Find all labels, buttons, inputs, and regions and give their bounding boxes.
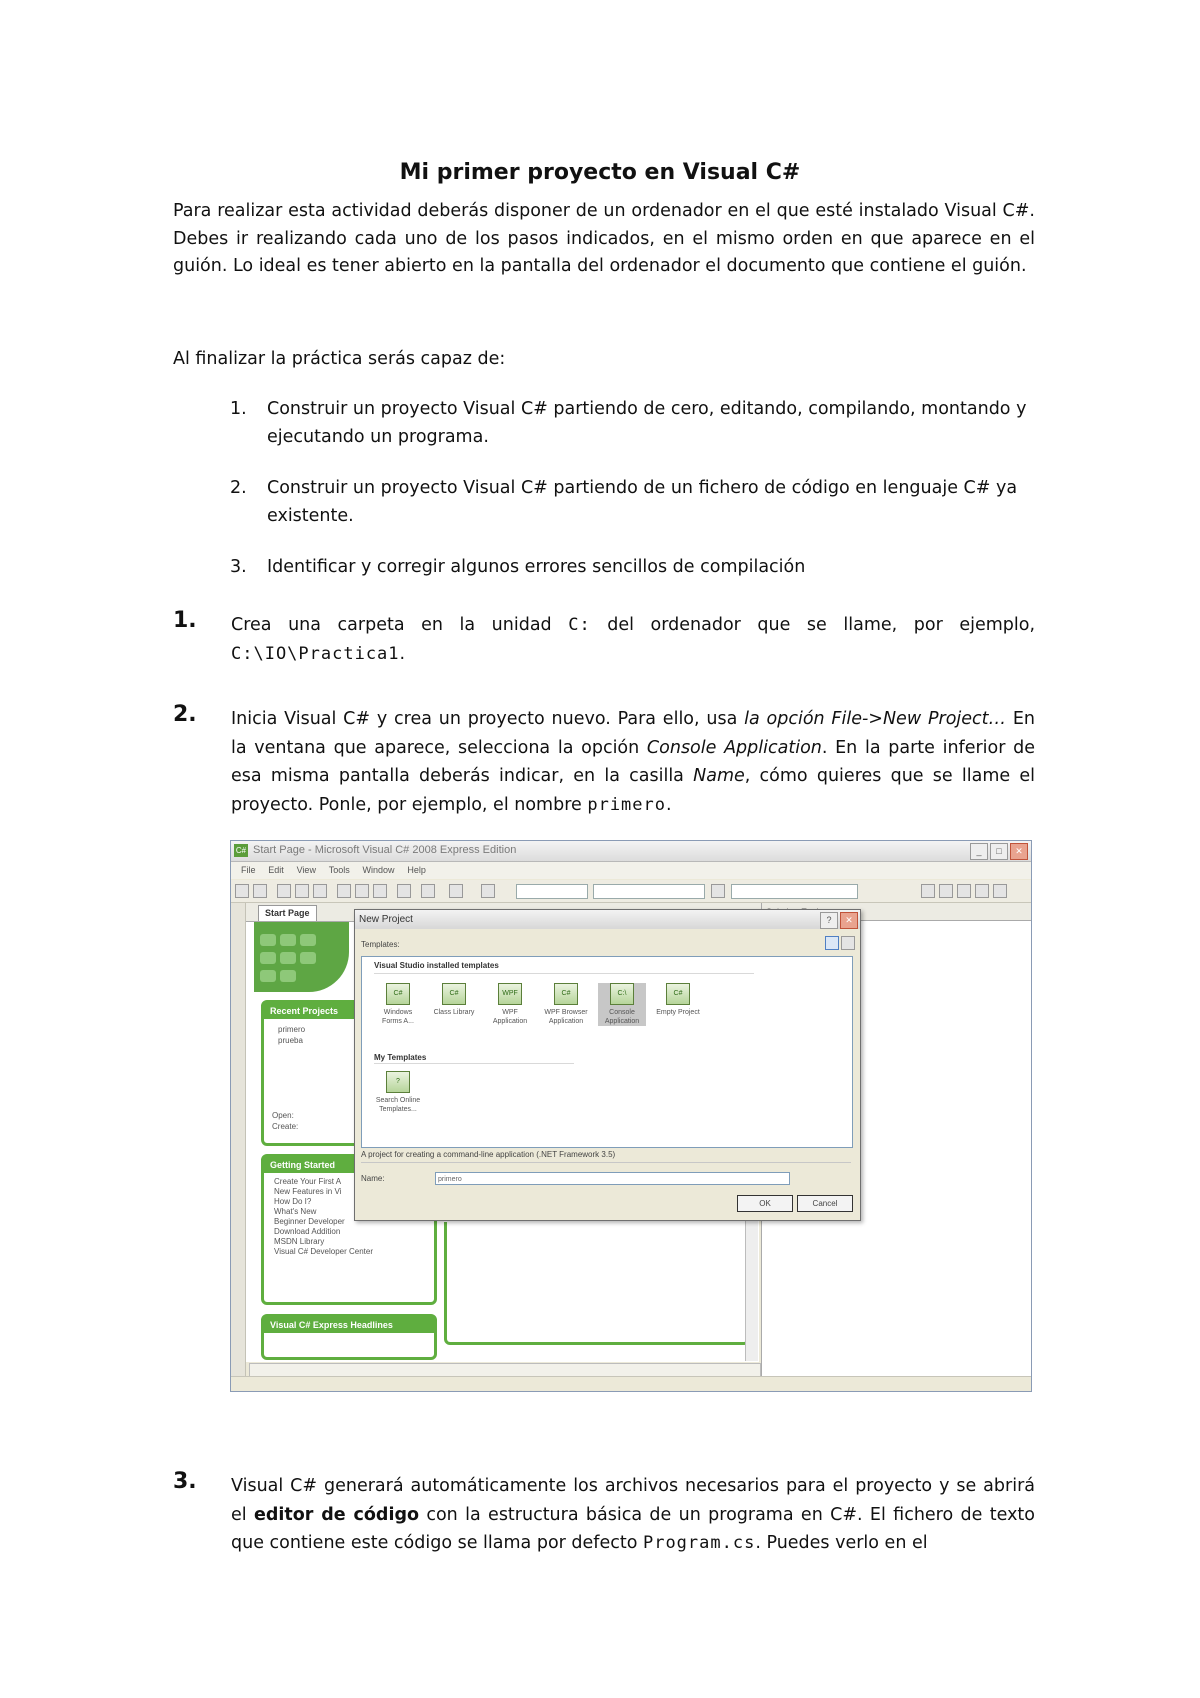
installed-templates-heading: Visual Studio installed templates xyxy=(374,961,499,970)
goal-item-3: 3. Identificar y corregir algunos errores sencillos de compilación xyxy=(230,557,806,577)
toolbar xyxy=(231,880,1031,903)
add-item-icon[interactable] xyxy=(253,884,267,898)
templates-list xyxy=(361,956,853,1148)
undo-icon[interactable] xyxy=(397,884,411,898)
platform-combo[interactable] xyxy=(731,884,858,899)
open-icon[interactable] xyxy=(277,884,291,898)
copy-icon[interactable] xyxy=(355,884,369,898)
solution-explorer-icon[interactable] xyxy=(921,884,935,898)
name-label: Name: xyxy=(361,1174,385,1183)
search-online-icon: ? xyxy=(386,1071,410,1093)
create-label[interactable]: Create: xyxy=(272,1122,299,1131)
template-wpf-browser[interactable]: C# WPF Browser Application xyxy=(542,983,590,1026)
large-icons-icon[interactable] xyxy=(825,936,839,950)
ok-button[interactable]: OK xyxy=(737,1195,793,1212)
visual-csharp-screenshot xyxy=(230,840,1032,1392)
csharp-icon: C# xyxy=(666,983,690,1005)
menu-file[interactable]: File xyxy=(241,865,256,875)
template-class-library[interactable]: C# Class Library xyxy=(430,983,478,1017)
tab-start-page[interactable]: Start Page xyxy=(258,905,317,921)
start-page-banner xyxy=(254,922,349,992)
headlines-heading: Visual C# Express Headlines xyxy=(264,1317,434,1333)
dialog-title: New Project ? ✕ xyxy=(355,910,860,929)
step-2: 2. Inicia Visual C# y crea un proyecto nuevo. Para ello, usa la opción File->New Project… En la ventana que aparece, selecciona la opción Console Application. En la parte inferior de esa misma pantalla deberás indicar, en la casilla Name, cómo quieres que se llame el proyecto. Ponle, por ejemplo, el nombre primero. xyxy=(173,702,1036,815)
getting-item[interactable]: Visual C# Developer Center xyxy=(274,1247,374,1256)
goal-item-1: 1. Construir un proyecto Visual C# partiendo de cero, editando, compilando, montando y ejecutando un programa. xyxy=(230,399,1027,447)
config-combo[interactable] xyxy=(516,884,588,899)
csharp-icon: C# xyxy=(554,983,578,1005)
menu-view[interactable]: View xyxy=(296,865,316,875)
console-icon: C:\ xyxy=(610,983,634,1005)
wpf-icon: WPF xyxy=(498,983,522,1005)
help-icon[interactable]: ? xyxy=(820,912,838,929)
template-console-application[interactable]: C:\ Console Application xyxy=(598,983,646,1026)
start-debug-icon[interactable] xyxy=(481,884,495,898)
start-page-hscroll[interactable] xyxy=(249,1363,761,1377)
close-icon[interactable]: ✕ xyxy=(1010,843,1028,860)
cancel-button[interactable]: Cancel xyxy=(797,1195,853,1212)
save-all-icon[interactable] xyxy=(313,884,327,898)
small-icons-icon[interactable] xyxy=(841,936,855,950)
menu-window[interactable]: Window xyxy=(362,865,395,875)
recent-item[interactable]: primero xyxy=(278,1025,306,1034)
news-panel xyxy=(444,1222,750,1345)
maximize-icon[interactable]: □ xyxy=(990,843,1008,860)
goals-heading: Al finalizar la práctica serás capaz de: xyxy=(173,349,506,369)
getting-item[interactable]: Create Your First A xyxy=(274,1177,342,1186)
template-description: A project for creating a command-line application (.NET Framework 3.5) xyxy=(361,1150,851,1163)
my-templates-heading: My Templates xyxy=(374,1053,427,1062)
step-3: 3. Visual C# generará automáticamente los archivos necesarios para el proyecto y se abrirá el editor de código con la estructura básica de un programa en C#. El fichero de texto que contiene este código se llama por defecto Program.cs. Puedes verlo en el xyxy=(173,1469,1035,1553)
getting-item[interactable]: Beginner Developer xyxy=(274,1217,345,1226)
cut-icon[interactable] xyxy=(337,884,351,898)
dialog-close-icon[interactable]: ✕ xyxy=(840,912,858,929)
templates-label: Templates: xyxy=(361,940,400,949)
getting-item[interactable]: What's New xyxy=(274,1207,317,1216)
step-1: 1. Crea una carpeta en la unidad C: del ordenador que se llame, por ejemplo, C:\IO\Practica1. xyxy=(173,608,1036,664)
template-wpf-application[interactable]: WPF WPF Application xyxy=(486,983,534,1026)
window-title: Start Page - Microsoft Visual C# 2008 Express Edition xyxy=(253,844,517,856)
intro-paragraph: Para realizar esta actividad deberás disponer de un ordenador en el que esté instalado Visual C#. Debes ir realizando cada uno de los pasos indicados, en el mismo orden en que aparece en el guión. Lo ideal es tener abierto en la pantalla del ordenador el documento que contiene el guión. xyxy=(173,201,1035,276)
name-field[interactable]: primero xyxy=(435,1172,790,1185)
getting-item[interactable]: How Do I? xyxy=(274,1197,312,1206)
getting-item[interactable]: New Features in Vi xyxy=(274,1187,342,1196)
recent-projects-heading: Recent Projects xyxy=(264,1003,434,1019)
template-search-online[interactable]: ? Search Online Templates... xyxy=(374,1071,422,1114)
menu-help[interactable]: Help xyxy=(407,865,426,875)
csharp-icon: C# xyxy=(442,983,466,1005)
menu-bar xyxy=(231,862,1031,879)
headlines-panel xyxy=(261,1314,437,1360)
getting-started-heading: Getting Started xyxy=(264,1157,434,1173)
template-windows-forms[interactable]: C# Windows Forms A... xyxy=(374,983,422,1026)
template-empty-project[interactable]: C# Empty Project xyxy=(654,983,702,1017)
menu-edit[interactable]: Edit xyxy=(268,865,284,875)
toolbox-icon[interactable] xyxy=(975,884,989,898)
minimize-icon[interactable]: _ xyxy=(970,843,988,860)
open-label[interactable]: Open: xyxy=(272,1111,294,1120)
find-icon[interactable] xyxy=(711,884,725,898)
getting-item[interactable]: MSDN Library xyxy=(274,1237,325,1246)
find-combo[interactable] xyxy=(593,884,705,899)
csharp-icon: C# xyxy=(386,983,410,1005)
properties-icon[interactable] xyxy=(939,884,953,898)
toolbox-strip[interactable] xyxy=(231,903,246,1391)
redo-icon[interactable] xyxy=(421,884,435,898)
app-icon: C# xyxy=(235,846,247,855)
getting-item[interactable]: Download Addition xyxy=(274,1227,341,1236)
start-page-icon[interactable] xyxy=(993,884,1007,898)
paste-icon[interactable] xyxy=(373,884,387,898)
menu-tools[interactable]: Tools xyxy=(328,865,350,875)
status-bar xyxy=(231,1376,1031,1392)
save-icon[interactable] xyxy=(295,884,309,898)
window-titlebar xyxy=(231,841,1031,862)
goal-item-2: 2. Construir un proyecto Visual C# partiendo de un fichero de código en lenguaje C# ya existente. xyxy=(230,478,1018,526)
object-browser-icon[interactable] xyxy=(957,884,971,898)
new-project-icon[interactable] xyxy=(235,884,249,898)
navigate-icon[interactable] xyxy=(449,884,463,898)
new-project-dialog xyxy=(354,909,861,1221)
page-title: Mi primer proyecto en Visual C# xyxy=(399,160,801,185)
recent-item[interactable]: prueba xyxy=(278,1036,303,1045)
